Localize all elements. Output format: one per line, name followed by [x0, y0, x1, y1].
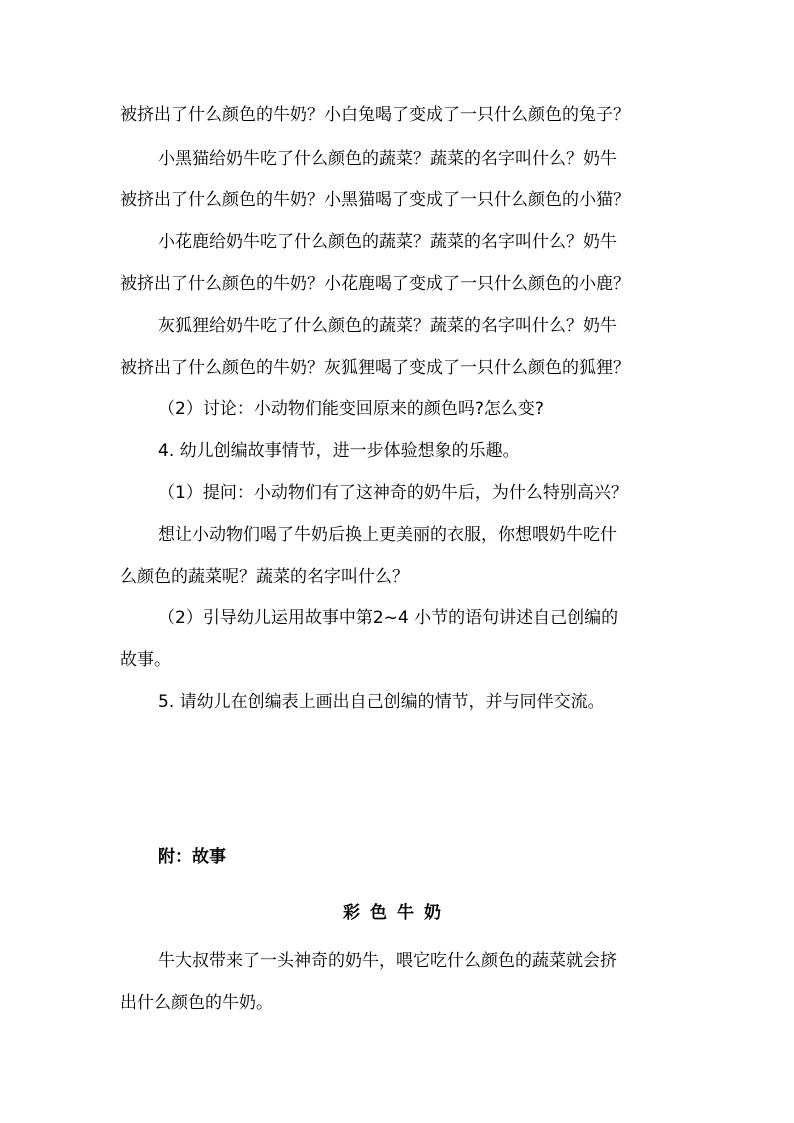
text-line: （2）引导幼儿运用故事中第2~4 小节的语句讲述自己创编的: [158, 608, 619, 628]
text-line: 想让小动物们喝了牛奶后换上更美丽的衣服，你想喂奶牛吃什: [158, 525, 617, 545]
text-line: （1）提问：小动物们有了这神奇的奶牛后，为什么特别高兴？: [158, 483, 628, 503]
text-line: （2）讨论：小动物们能变回原来的颜色吗?怎么变?: [158, 399, 544, 419]
text-line: 被挤出了什么颜色的牛奶？灰狐狸喝了变成了一只什么颜色的狐狸？: [120, 358, 630, 378]
story-line: 牛大叔带来了一头神奇的奶牛，喂它吃什么颜色的蔬菜就会挤: [158, 951, 617, 971]
text-line: 么颜色的蔬菜呢？蔬菜的名字叫什么？: [120, 567, 409, 587]
text-line: 灰狐狸给奶牛吃了什么颜色的蔬菜？蔬菜的名字叫什么？奶牛: [158, 316, 617, 336]
story-title: 彩色牛奶: [343, 903, 451, 923]
text-line: 故事。: [120, 650, 171, 670]
appendix-label: 附：故事: [158, 847, 226, 867]
story-line: 出什么颜色的牛奶。: [120, 993, 273, 1013]
text-line: 小花鹿给奶牛吃了什么颜色的蔬菜？蔬菜的名字叫什么？奶牛: [158, 232, 617, 252]
text-line: 小黑猫给奶牛吃了什么颜色的蔬菜？蔬菜的名字叫什么？奶牛: [158, 149, 617, 169]
text-line: 被挤出了什么颜色的牛奶？小花鹿喝了变成了一只什么颜色的小鹿？: [120, 274, 630, 294]
numbered-step: 5. 请幼儿在创编表上画出自己创编的情节，并与同伴交流。: [158, 692, 605, 712]
text-line: 被挤出了什么颜色的牛奶？小黑猫喝了变成了一只什么颜色的小猫？: [120, 190, 630, 210]
numbered-step: 4. 幼儿创编故事情节，进一步体验想象的乐趣。: [158, 441, 520, 461]
text-line: 被挤出了什么颜色的牛奶？小白兔喝了变成了一只什么颜色的兔子？: [120, 105, 630, 125]
